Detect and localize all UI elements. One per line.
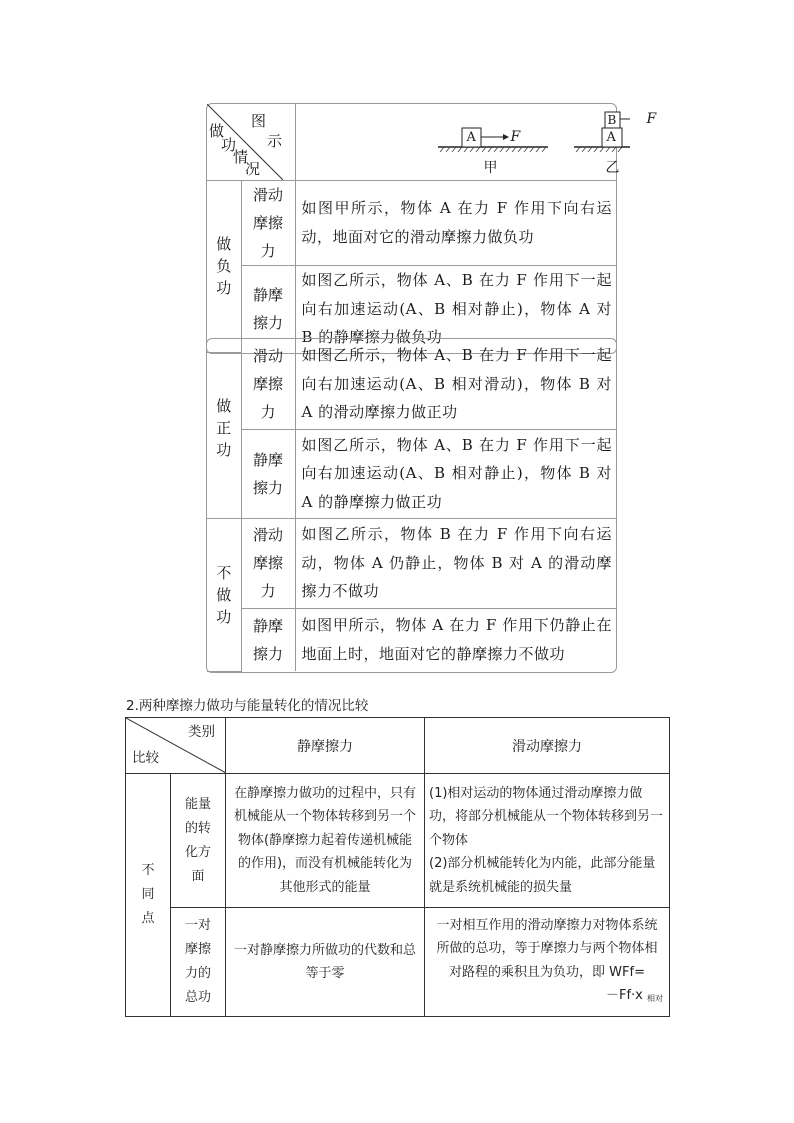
description-cell: 如图乙所示，物体 B 在力 F 作用下向右运动，物体 A 仍静止，物体 B 对 A 的滑动摩擦力不做功 xyxy=(295,518,616,608)
force-label-b: F xyxy=(646,111,657,128)
corner-label-top-1: 图 xyxy=(251,112,267,131)
block-a2-label: A xyxy=(606,130,616,146)
corner-label-bottom-4: 况 xyxy=(245,160,261,179)
column-header-sliding: 滑动摩擦力 xyxy=(425,718,670,774)
sliding-total-work-cell xyxy=(425,908,670,1017)
row-label-energy-conversion: 能量的转化方面 xyxy=(171,774,226,908)
formula-rhs-main: －Ff·x xyxy=(605,988,643,1003)
corner-label-bottom-1: 做 xyxy=(209,122,225,141)
type-cell: 滑动摩擦力 xyxy=(241,180,295,265)
corner-label-bottom-2: 功 xyxy=(221,136,237,155)
force-label-a: F xyxy=(510,129,521,146)
corner-label-category: 类别 xyxy=(188,724,215,740)
static-total-work-cell: 一对静摩擦力所做功的代数和总等于零 xyxy=(226,908,425,1017)
sliding-energy-cell xyxy=(425,774,670,908)
formula-rhs xyxy=(431,984,663,1011)
caption-yi: 乙 xyxy=(605,160,620,177)
table-energy-comparison xyxy=(125,717,669,1017)
formula-lhs: WFf= xyxy=(609,964,645,980)
description-cell: 如图甲所示，物体 A 在力 F 作用下仍静止在地面上时，地面对它的静摩擦力不做功 xyxy=(295,608,616,671)
formula-rhs-sub: 相对 xyxy=(647,994,663,1003)
sliding-total-work-text: 一对相互作用的滑动摩擦力对物体系统所做的总功，等于摩擦力与两个物体相对路程的乘积且为负功，即 xyxy=(436,917,658,980)
sliding-energy-point-2: (2)部分机械能转化为内能，此部分能量就是系统机械能的损失量 xyxy=(429,856,656,895)
group-label-zero: 不 做 功 xyxy=(207,518,241,671)
header-corner-cell xyxy=(207,104,295,180)
corner-label-compare: 比较 xyxy=(132,750,159,766)
static-energy-cell: 在静摩擦力做功的过程中，只有机械能从一个物体转移到另一个物体(静摩擦力起着传递机械能的作用)，而没有机械能转化为其他形式的能量 xyxy=(226,774,425,908)
description-cell: 如图乙所示，物体 A、B 在力 F 作用下一起向右加速运动(A、B 相对静止)，物体 B 对 A 的静摩擦力做正功 xyxy=(295,429,616,518)
type-cell: 静摩擦力 xyxy=(241,265,295,352)
header-figures-cell xyxy=(295,104,657,180)
type-cell: 静摩擦力 xyxy=(241,608,295,671)
description-cell: 如图甲所示，物体 A 在力 F 作用下向右运动，地面对它的滑动摩擦力做负功 xyxy=(295,180,616,265)
corner-label-top-2: 示 xyxy=(267,132,283,151)
header-corner-cell xyxy=(126,718,226,774)
sliding-energy-point-1: (1)相对运动的物体通过滑动摩擦力做功，将部分机械能从一个物体转移到另一个物体 xyxy=(429,785,664,848)
figure-b xyxy=(296,104,630,179)
description-cell: 如图乙所示，物体 A、B 在力 F 作用下一起向右加速运动(A、B 相对静止)，物体 A 对 B 的静摩擦力做负功 xyxy=(295,265,616,352)
table-negative-work xyxy=(206,103,657,354)
caption-jia: 甲 xyxy=(483,160,498,177)
column-header-static: 静摩擦力 xyxy=(226,718,425,774)
group-label-differences: 不 同 点 xyxy=(126,774,171,1017)
type-cell: 滑动摩擦力 xyxy=(241,339,295,429)
type-cell: 静摩擦力 xyxy=(241,429,295,518)
section-heading: 2.两种摩擦力做功与能量转化的情况比较 xyxy=(126,698,369,714)
table-positive-zero-work xyxy=(206,338,617,673)
block-a-label: A xyxy=(466,130,476,146)
corner-label-bottom-3: 情 xyxy=(233,148,249,167)
group-label-positive: 做 正 功 xyxy=(207,339,241,518)
description-cell: 如图乙所示，物体 A、B 在力 F 作用下一起向右加速运动(A、B 相对滑动)，物体 B 对 A 的滑动摩擦力做正功 xyxy=(295,339,616,429)
block-b-label: B xyxy=(607,113,617,128)
row-label-total-work: 一对摩擦力的总功 xyxy=(171,908,226,1017)
type-cell: 滑动摩擦力 xyxy=(241,518,295,608)
group-label-negative: 做 负 功 xyxy=(207,180,241,352)
